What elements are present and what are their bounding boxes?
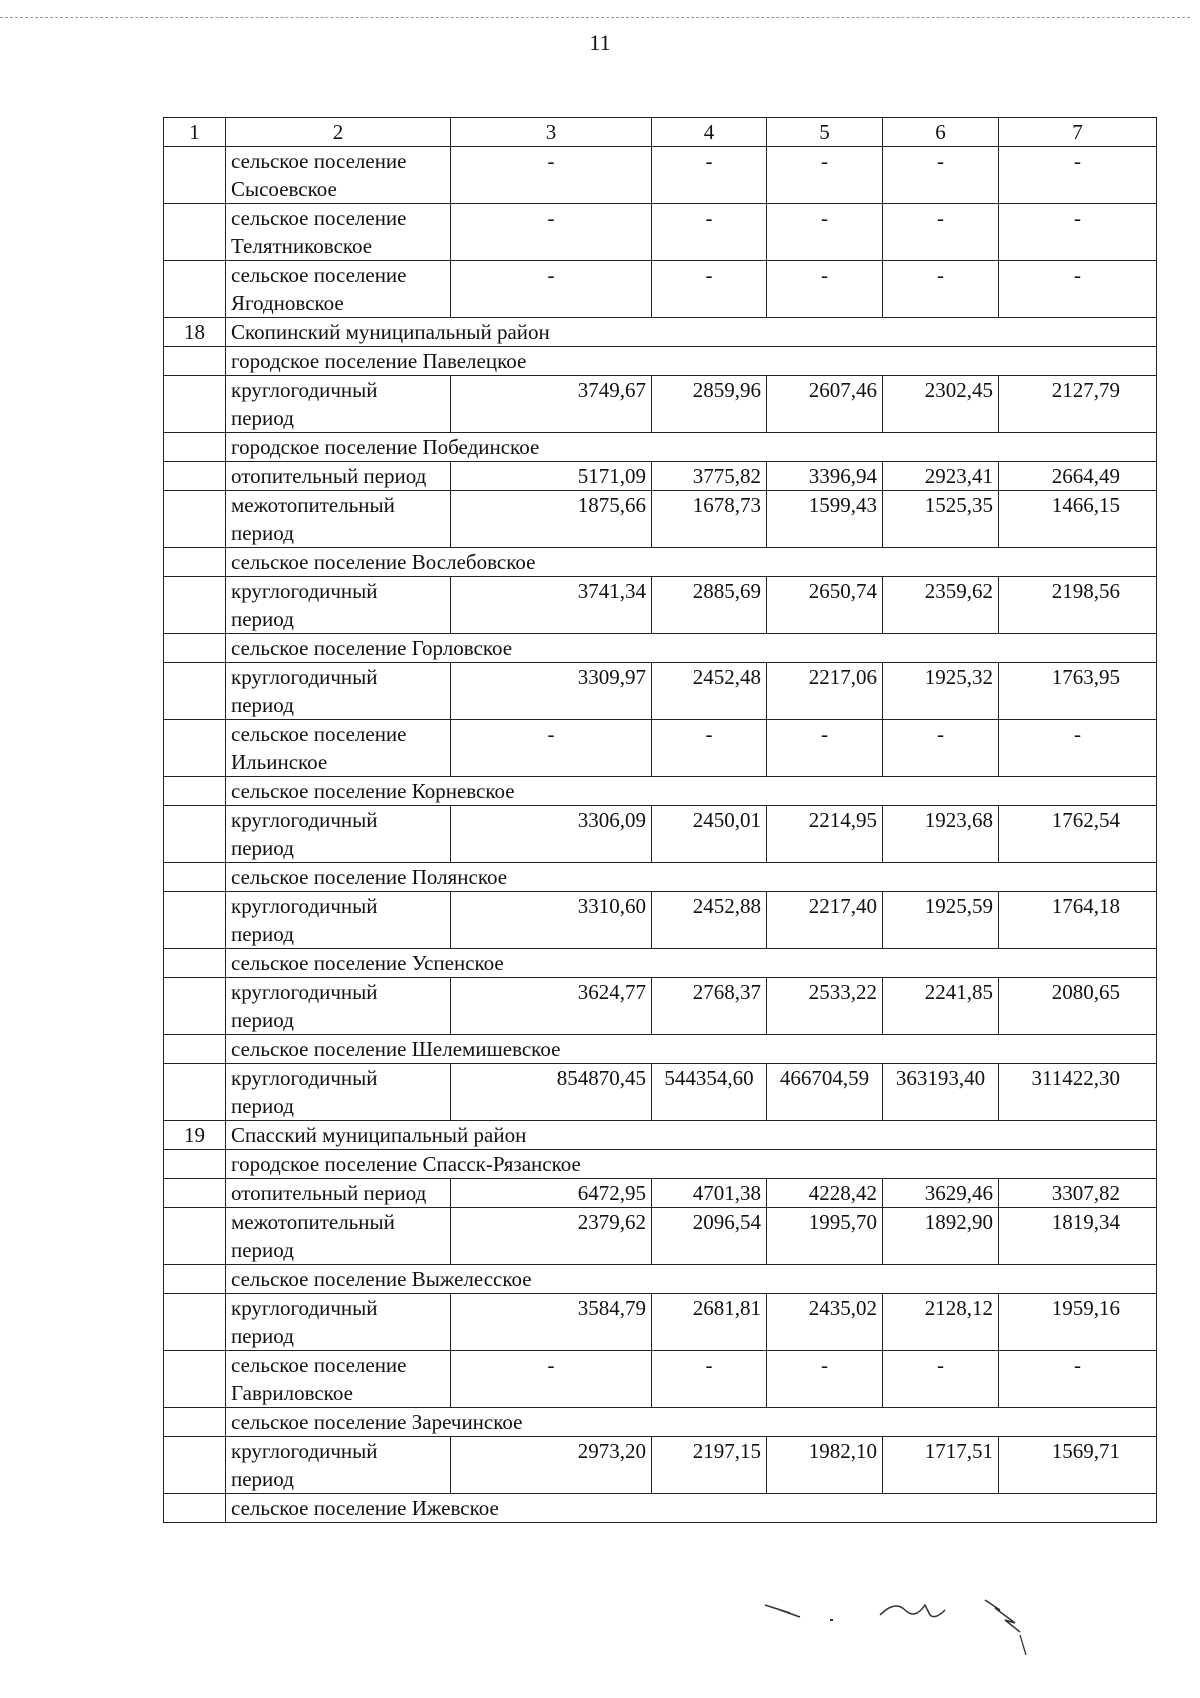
column-header: 5 (767, 118, 883, 147)
group-row (164, 347, 1157, 376)
group-row (164, 548, 1157, 577)
column-header: 7 (999, 118, 1157, 147)
value-cell: 2435,02 (767, 1294, 883, 1351)
group-row (164, 318, 1157, 347)
value-cell: 1892,90 (883, 1208, 999, 1265)
value-cell: 2452,48 (652, 663, 767, 720)
value-cell: 3775,82 (652, 462, 767, 491)
value-cell: 1762,54 (999, 806, 1157, 863)
value-cell: - (883, 147, 999, 204)
value-cell: 2080,65 (999, 978, 1157, 1035)
group-row (164, 1150, 1157, 1179)
row-label: круглогодичный период (226, 978, 451, 1035)
value-cell: 2096,54 (652, 1208, 767, 1265)
value-cell: - (999, 720, 1157, 777)
value-cell: 6472,95 (451, 1179, 652, 1208)
row-number (164, 1265, 226, 1294)
value-cell: - (451, 1351, 652, 1408)
value-cell: - (652, 1351, 767, 1408)
value-cell: - (767, 1351, 883, 1408)
row-number (164, 634, 226, 663)
row-label: круглогодичный период (226, 577, 451, 634)
value-cell: - (451, 720, 652, 777)
table-row (164, 491, 1157, 548)
row-number (164, 462, 226, 491)
value-cell: 854870,45 (451, 1064, 652, 1121)
group-row (164, 949, 1157, 978)
value-cell: - (767, 204, 883, 261)
row-number (164, 1351, 226, 1408)
value-cell: 2452,88 (652, 892, 767, 949)
group-label: городское поселение Павелецкое (226, 347, 1157, 376)
group-label: городское поселение Спасск-Рязанское (226, 1150, 1157, 1179)
value-cell: - (999, 1351, 1157, 1408)
group-label: сельское поселение Выжелесское (226, 1265, 1157, 1294)
value-cell: 1925,59 (883, 892, 999, 949)
group-row (164, 433, 1157, 462)
value-cell: - (999, 261, 1157, 318)
group-row (164, 1408, 1157, 1437)
scan-edge-line (0, 17, 1190, 18)
value-cell: 2768,37 (652, 978, 767, 1035)
value-cell: 3584,79 (451, 1294, 652, 1351)
row-number (164, 1437, 226, 1494)
value-cell: 2607,46 (767, 376, 883, 433)
page-number: 11 (589, 30, 611, 55)
value-cell: - (451, 147, 652, 204)
value-cell: - (883, 261, 999, 318)
row-number (164, 806, 226, 863)
row-label: сельское поселение Сысоевское (226, 147, 451, 204)
row-label: круглогодичный период (226, 1294, 451, 1351)
table-row (164, 462, 1157, 491)
group-row (164, 1494, 1157, 1523)
value-cell: - (451, 261, 652, 318)
column-header: 3 (451, 118, 652, 147)
row-number (164, 491, 226, 548)
value-cell: - (767, 147, 883, 204)
row-number (164, 347, 226, 376)
value-cell: - (652, 261, 767, 318)
group-label: сельское поселение Вослебовское (226, 548, 1157, 577)
table-row (164, 147, 1157, 204)
value-cell: - (999, 204, 1157, 261)
value-cell: 2885,69 (652, 577, 767, 634)
value-cell: 2217,06 (767, 663, 883, 720)
value-cell: 1995,70 (767, 1208, 883, 1265)
group-label: сельское поселение Заречинское (226, 1408, 1157, 1437)
column-header: 1 (164, 118, 226, 147)
row-number (164, 261, 226, 318)
signature-marks (760, 1585, 1120, 1675)
column-header: 6 (883, 118, 999, 147)
value-cell: 3309,97 (451, 663, 652, 720)
row-label: межотопительный период (226, 1208, 451, 1265)
value-cell: 4228,42 (767, 1179, 883, 1208)
value-cell: 3307,82 (999, 1179, 1157, 1208)
value-cell: 2379,62 (451, 1208, 652, 1265)
group-label: Спасский муниципальный район (226, 1121, 1157, 1150)
value-cell: 3749,67 (451, 376, 652, 433)
group-row (164, 634, 1157, 663)
value-cell: 2450,01 (652, 806, 767, 863)
value-cell: 466704,59 (767, 1064, 883, 1121)
column-header: 2 (226, 118, 451, 147)
value-cell: 1923,68 (883, 806, 999, 863)
value-cell: 1466,15 (999, 491, 1157, 548)
row-label: отопительный период (226, 1179, 451, 1208)
row-number (164, 204, 226, 261)
row-number (164, 1294, 226, 1351)
table-row (164, 376, 1157, 433)
row-number (164, 433, 226, 462)
table-row (164, 1351, 1157, 1408)
group-label: сельское поселение Шелемишевское (226, 1035, 1157, 1064)
value-cell: 2302,45 (883, 376, 999, 433)
row-number: 18 (164, 318, 226, 347)
group-row (164, 1121, 1157, 1150)
row-label: отопительный период (226, 462, 451, 491)
value-cell: 2650,74 (767, 577, 883, 634)
value-cell: - (652, 204, 767, 261)
value-cell: - (999, 147, 1157, 204)
value-cell: 363193,40 (883, 1064, 999, 1121)
value-cell: 1763,95 (999, 663, 1157, 720)
value-cell: - (451, 204, 652, 261)
group-label: городское поселение Побединское (226, 433, 1157, 462)
value-cell: 2128,12 (883, 1294, 999, 1351)
value-cell: - (652, 147, 767, 204)
value-cell: 1925,32 (883, 663, 999, 720)
row-label: сельское поселение Ильинское (226, 720, 451, 777)
row-number (164, 777, 226, 806)
value-cell: 3629,46 (883, 1179, 999, 1208)
row-number (164, 1494, 226, 1523)
row-label: сельское поселение Телятниковское (226, 204, 451, 261)
table-row (164, 204, 1157, 261)
row-label: круглогодичный период (226, 663, 451, 720)
group-row (164, 777, 1157, 806)
value-cell: 2198,56 (999, 577, 1157, 634)
table-row (164, 663, 1157, 720)
value-cell: 2197,15 (652, 1437, 767, 1494)
row-number (164, 1035, 226, 1064)
value-cell: - (767, 720, 883, 777)
table-row (164, 1294, 1157, 1351)
tariff-table (163, 117, 1157, 1523)
table-row (164, 1179, 1157, 1208)
row-number (164, 577, 226, 634)
row-label: межотопительный период (226, 491, 451, 548)
value-cell: - (883, 1351, 999, 1408)
value-cell: 2859,96 (652, 376, 767, 433)
row-number (164, 978, 226, 1035)
group-label: сельское поселение Корневское (226, 777, 1157, 806)
table-row (164, 1208, 1157, 1265)
row-number (164, 548, 226, 577)
column-header: 4 (652, 118, 767, 147)
row-label: сельское поселение Гавриловское (226, 1351, 451, 1408)
row-label: круглогодичный период (226, 892, 451, 949)
table-row (164, 261, 1157, 318)
group-label: Скопинский муниципальный район (226, 318, 1157, 347)
row-number (164, 1408, 226, 1437)
row-number (164, 663, 226, 720)
group-row (164, 863, 1157, 892)
value-cell: 3396,94 (767, 462, 883, 491)
row-number (164, 892, 226, 949)
group-label: сельское поселение Ижевское (226, 1494, 1157, 1523)
value-cell: 3624,77 (451, 978, 652, 1035)
group-label: сельское поселение Успенское (226, 949, 1157, 978)
row-label: сельское поселение Ягодновское (226, 261, 451, 318)
row-number (164, 1179, 226, 1208)
group-row (164, 1265, 1157, 1294)
group-label: сельское поселение Горловское (226, 634, 1157, 663)
row-number (164, 863, 226, 892)
value-cell: 544354,60 (652, 1064, 767, 1121)
group-row (164, 1035, 1157, 1064)
table-row (164, 978, 1157, 1035)
column-header-row (164, 118, 1157, 147)
value-cell: - (767, 261, 883, 318)
row-number (164, 1064, 226, 1121)
value-cell: 3741,34 (451, 577, 652, 634)
value-cell: 2214,95 (767, 806, 883, 863)
value-cell: 1569,71 (999, 1437, 1157, 1494)
row-label: круглогодичный период (226, 806, 451, 863)
value-cell: 2533,22 (767, 978, 883, 1035)
row-number: 19 (164, 1121, 226, 1150)
value-cell: 2127,79 (999, 376, 1157, 433)
value-cell: 2923,41 (883, 462, 999, 491)
group-label: сельское поселение Полянское (226, 863, 1157, 892)
table-row (164, 806, 1157, 863)
row-number (164, 147, 226, 204)
value-cell: 1599,43 (767, 491, 883, 548)
value-cell: 1678,73 (652, 491, 767, 548)
value-cell: 2664,49 (999, 462, 1157, 491)
value-cell: 1525,35 (883, 491, 999, 548)
row-label: круглогодичный период (226, 376, 451, 433)
value-cell: 3306,09 (451, 806, 652, 863)
value-cell: 1875,66 (451, 491, 652, 548)
table-row (164, 892, 1157, 949)
value-cell: - (883, 204, 999, 261)
value-cell: 2241,85 (883, 978, 999, 1035)
row-number (164, 1208, 226, 1265)
value-cell: 1764,18 (999, 892, 1157, 949)
value-cell: 1982,10 (767, 1437, 883, 1494)
value-cell: 2217,40 (767, 892, 883, 949)
row-number (164, 720, 226, 777)
value-cell: 1959,16 (999, 1294, 1157, 1351)
value-cell: 311422,30 (999, 1064, 1157, 1121)
row-label: круглогодичный период (226, 1437, 451, 1494)
row-number (164, 1150, 226, 1179)
row-number (164, 949, 226, 978)
row-number (164, 376, 226, 433)
value-cell: 5171,09 (451, 462, 652, 491)
value-cell: 4701,38 (652, 1179, 767, 1208)
value-cell: 2681,81 (652, 1294, 767, 1351)
value-cell: 3310,60 (451, 892, 652, 949)
row-label: круглогодичный период (226, 1064, 451, 1121)
value-cell: 2359,62 (883, 577, 999, 634)
value-cell: 2973,20 (451, 1437, 652, 1494)
value-cell: 1717,51 (883, 1437, 999, 1494)
value-cell: - (883, 720, 999, 777)
table-row (164, 577, 1157, 634)
table-row (164, 1064, 1157, 1121)
value-cell: - (652, 720, 767, 777)
value-cell: 1819,34 (999, 1208, 1157, 1265)
table-row (164, 720, 1157, 777)
table-row (164, 1437, 1157, 1494)
